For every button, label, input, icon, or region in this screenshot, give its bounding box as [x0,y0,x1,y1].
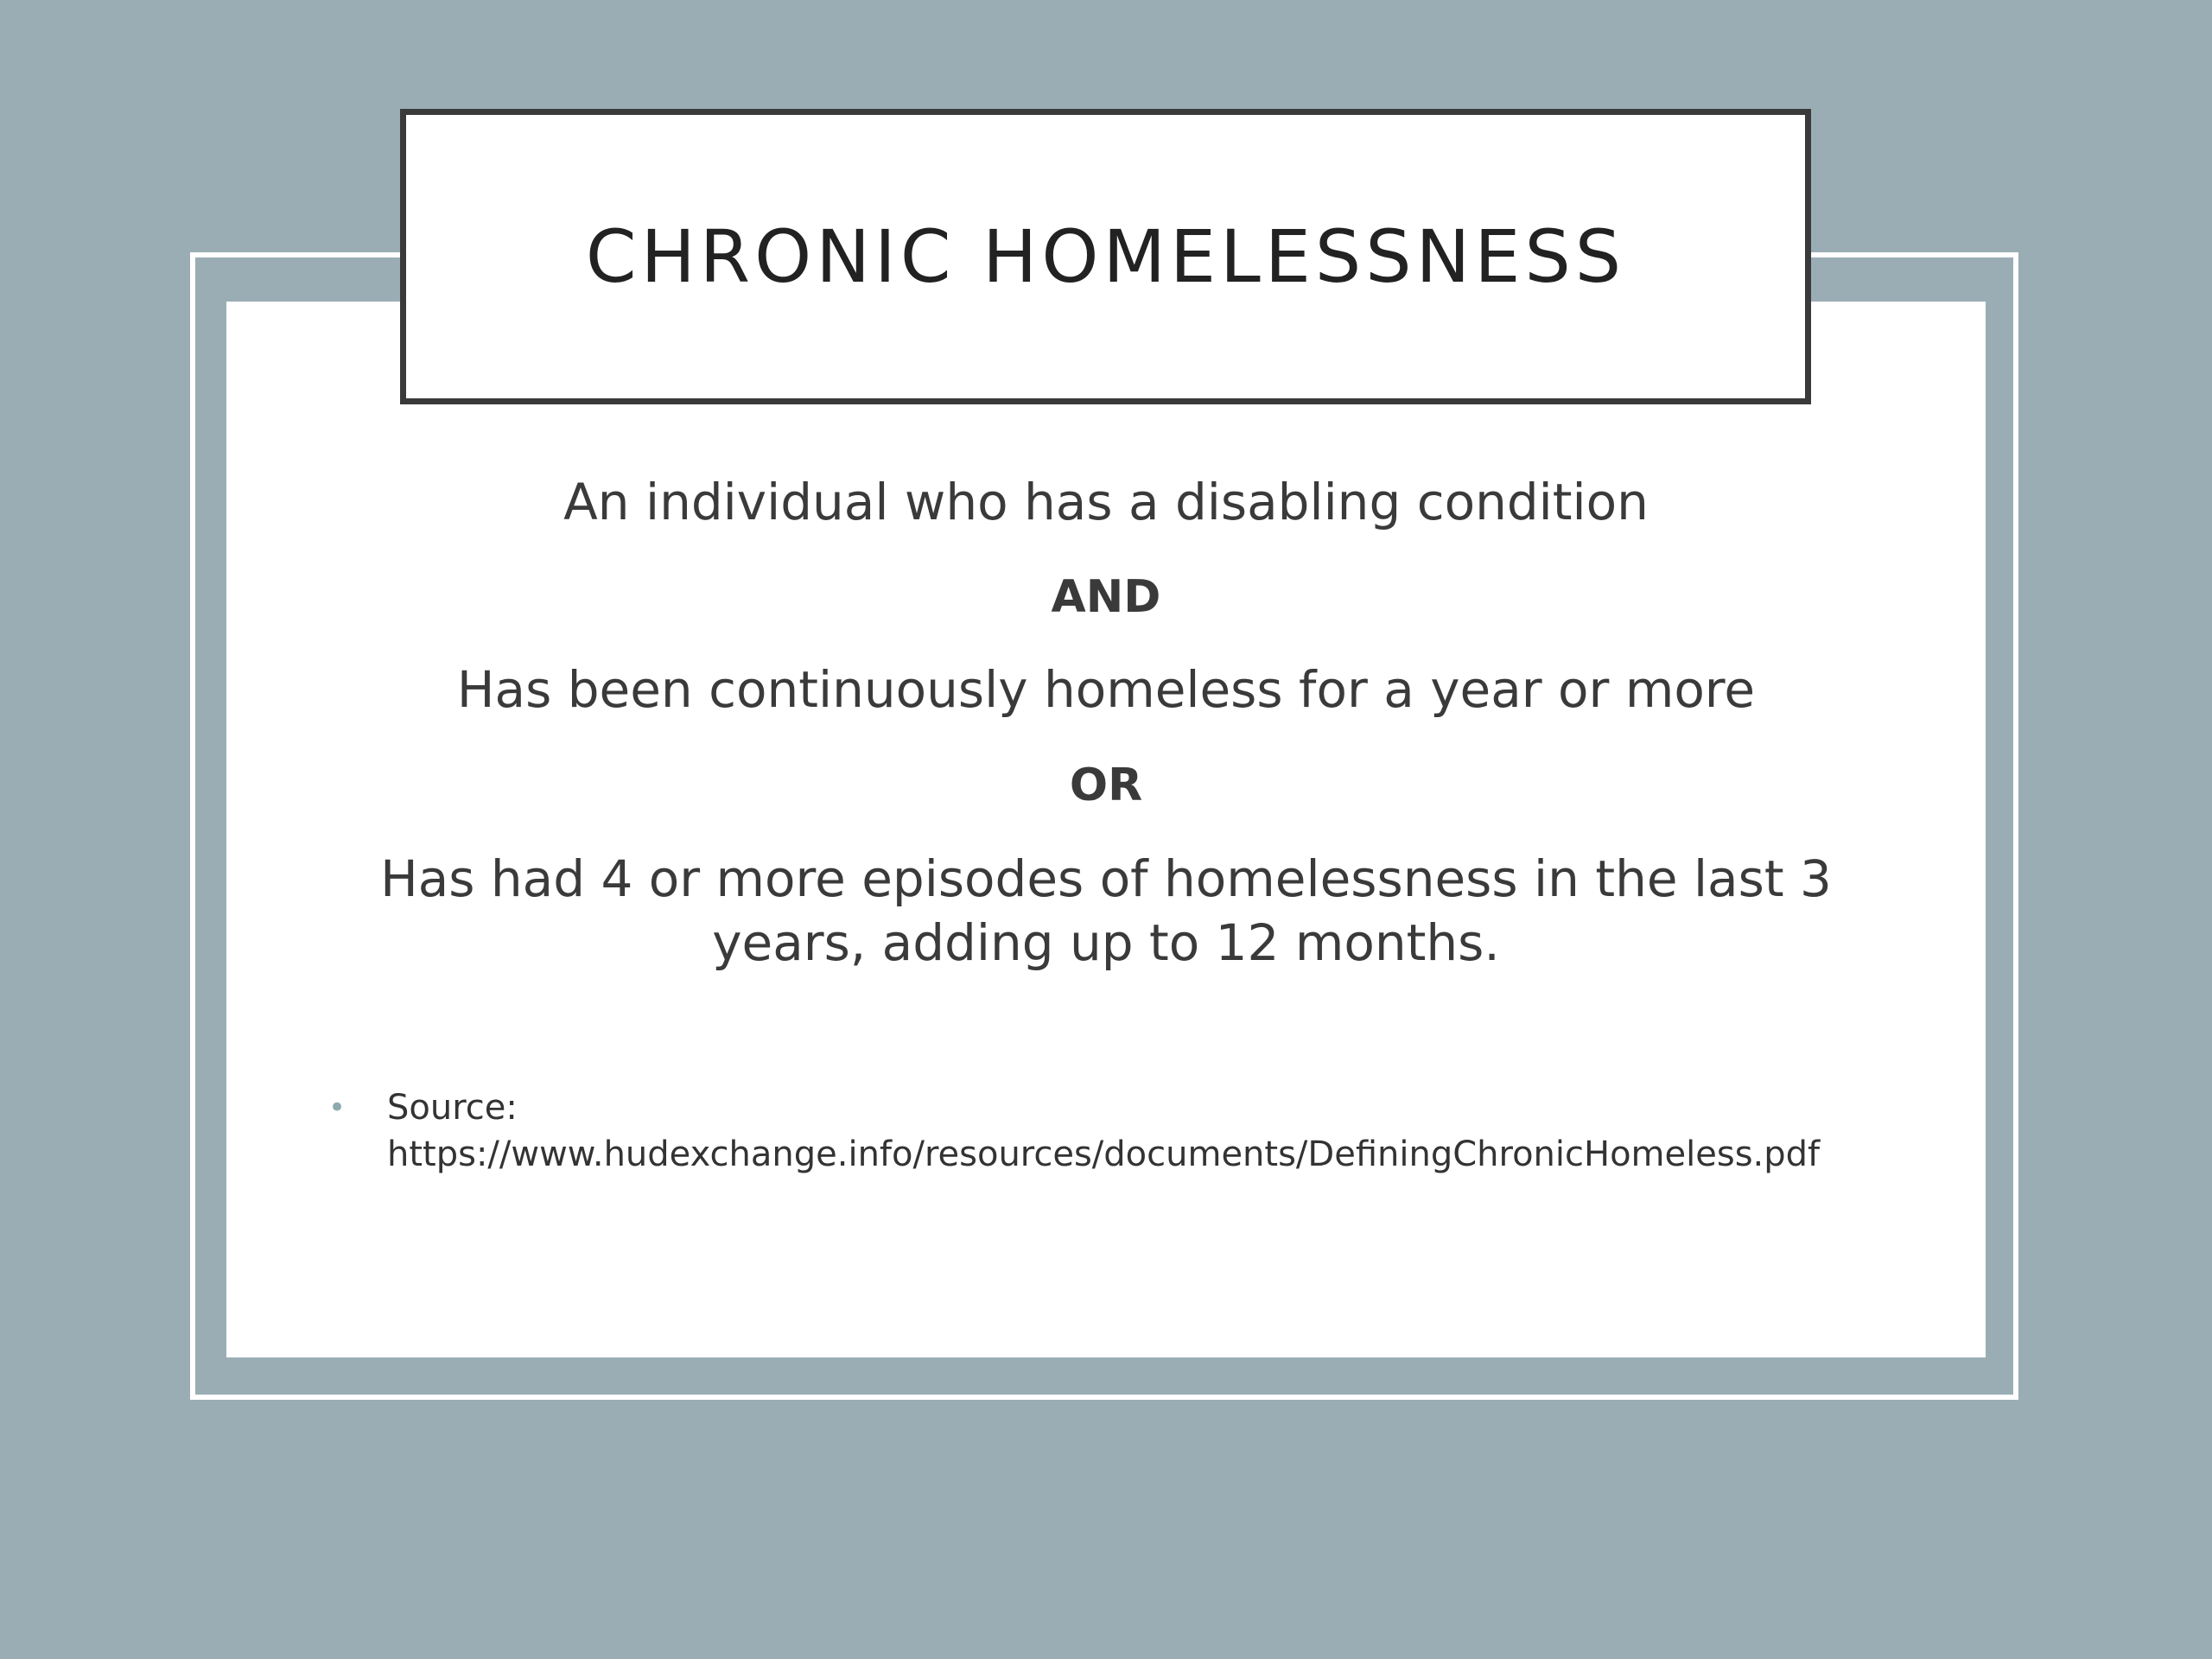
title-box [400,109,1811,404]
bullet-icon: • [328,1090,346,1125]
source-label: Source: [387,1088,518,1128]
source-citation [328,1084,1953,1178]
slide-title: CHRONIC HOMELESSNESS [585,214,1626,299]
source-text [387,1084,1953,1178]
or-conjunction: OR [1069,760,1143,811]
condition-line: An individual who has a disabling condition [563,473,1649,531]
continuous-homeless-line: Has been continuously homeless for a year or more [456,660,1756,719]
episodes-line: Has had 4 or more episodes of homelessness in the last 3 years, adding up to 12 months. [380,849,1832,972]
and-conjunction: AND [1051,571,1161,623]
source-url[interactable]: https://www.hudexchange.info/resources/documents/DefiningChronicHomeless.pdf [387,1135,1821,1174]
content-panel [226,302,1986,1357]
